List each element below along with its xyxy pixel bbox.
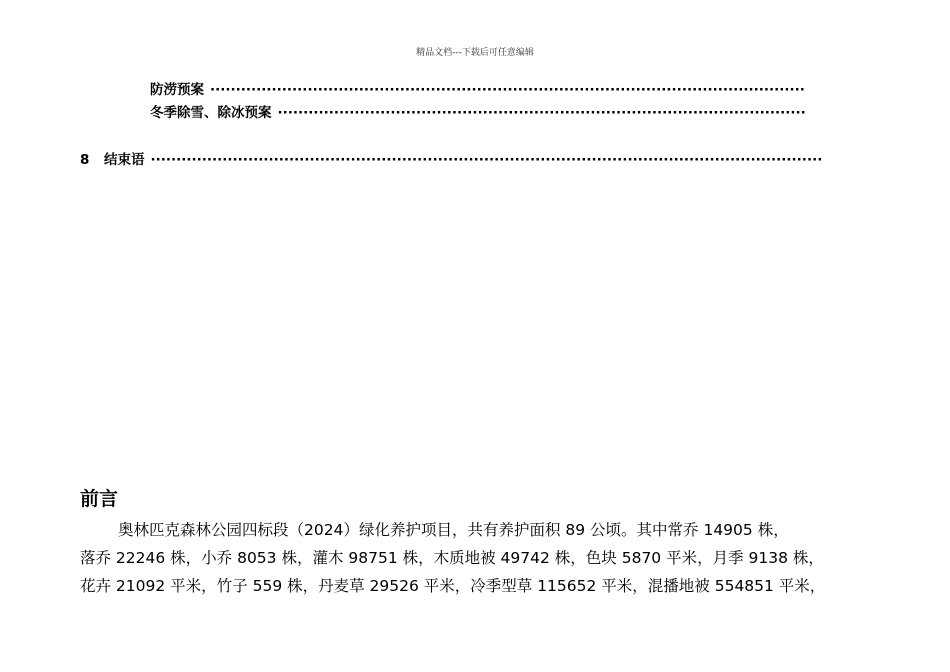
paragraph-line: 奥林匹克森林公园四标段（2024）绿化养护项目，共有养护面积 89 公顷。其中常乔 14905 株， (118, 521, 789, 539)
body-paragraph (80, 516, 870, 600)
toc-entry-number: 8 (80, 152, 90, 168)
toc-entry-winter-snow-plan[interactable] (150, 104, 806, 122)
toc-dot-leader (210, 81, 806, 99)
toc-dot-leader (151, 151, 823, 169)
toc-entry-label: 冬季除雪、除冰预案 (150, 105, 272, 121)
section-title: 前言 (80, 488, 119, 510)
toc-entry-flood-plan[interactable] (150, 81, 806, 99)
paragraph-line: 花卉 21092 平米，竹子 559 株，丹麦草 29526 平米，冷季型草 115652 平米，混播地被 554851 平米， (80, 577, 826, 595)
toc-entry-label: 防涝预案 (150, 82, 204, 98)
page-header-note: 精品文档---下载后可任意编辑 (416, 48, 534, 58)
toc-dot-leader (278, 104, 807, 122)
paragraph-line: 落乔 22246 株，小乔 8053 株，灌木 98751 株，木质地被 49742 株，色块 5870 平米，月季 9138 株， (80, 549, 824, 567)
toc-entry-conclusion[interactable] (80, 151, 822, 169)
toc-entry-label: 结束语 (104, 152, 145, 168)
